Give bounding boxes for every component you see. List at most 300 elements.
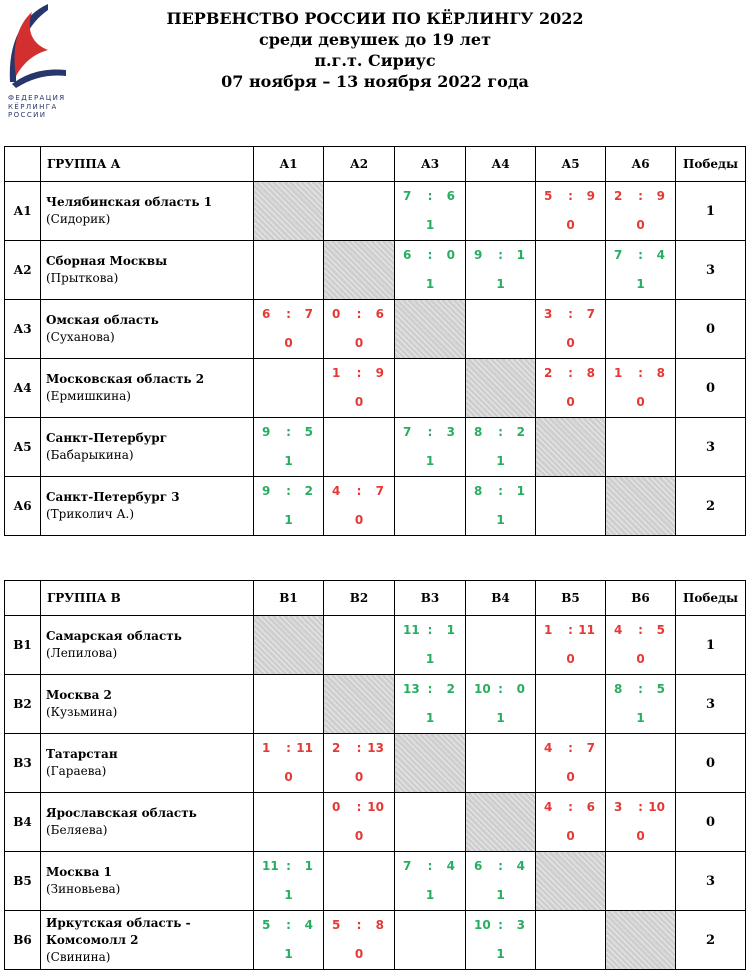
result-point: 1 xyxy=(425,218,435,232)
score-cell xyxy=(536,182,606,241)
score-colon: : xyxy=(286,741,291,755)
team-captain: (Лепилова) xyxy=(46,646,118,660)
score-own: 5 xyxy=(544,189,553,203)
score-cell xyxy=(536,300,606,359)
score-colon: : xyxy=(427,623,433,637)
score-own: 5 xyxy=(262,918,271,932)
score-opponent: 1 xyxy=(516,248,525,262)
empty-cell xyxy=(466,300,536,359)
empty-cell xyxy=(324,418,395,477)
team-captain: (Беляева) xyxy=(46,823,108,837)
empty-cell xyxy=(606,300,676,359)
score-colon: : xyxy=(638,800,643,814)
wins-count: 1 xyxy=(676,182,746,241)
column-header: А1 xyxy=(254,147,324,182)
score-own: 0 xyxy=(332,800,341,814)
team-id: А4 xyxy=(5,359,41,418)
result-point: 0 xyxy=(566,218,575,232)
header-row xyxy=(5,581,746,616)
diagonal-cell xyxy=(324,675,395,734)
team-name: Москва 2 xyxy=(46,688,112,702)
column-header: А2 xyxy=(324,147,395,182)
team-id: В4 xyxy=(5,793,41,852)
result-point: 0 xyxy=(566,770,575,784)
result-point: 0 xyxy=(566,652,575,666)
result-point: 1 xyxy=(284,454,293,468)
score-colon: : xyxy=(498,918,503,932)
empty-cell xyxy=(324,182,395,241)
team-name: Москва 1 xyxy=(46,865,112,879)
empty-cell xyxy=(395,793,466,852)
wins-count: 3 xyxy=(676,241,746,300)
team-row xyxy=(5,675,746,734)
team-cell xyxy=(41,852,254,911)
score-opponent: 6 xyxy=(375,307,384,321)
team-name: Санкт-Петербург xyxy=(46,431,168,445)
score-opponent: 10 xyxy=(367,800,384,814)
team-cell xyxy=(41,182,254,241)
result-point: 1 xyxy=(425,454,435,468)
score-cell xyxy=(324,734,395,793)
score-opponent: 8 xyxy=(586,366,595,380)
score-opponent: 5 xyxy=(304,425,313,439)
diagonal-cell xyxy=(606,477,676,536)
diagonal-cell xyxy=(395,734,466,793)
score-cell xyxy=(466,852,536,911)
score-cell xyxy=(606,182,676,241)
score-colon: : xyxy=(568,189,573,203)
wins-count: 0 xyxy=(676,300,746,359)
score-own: 7 xyxy=(403,189,412,203)
team-cell xyxy=(41,477,254,536)
empty-cell xyxy=(395,359,466,418)
result-point: 0 xyxy=(566,336,575,350)
column-header: А6 xyxy=(606,147,676,182)
score-colon: : xyxy=(638,189,643,203)
score-opponent: 13 xyxy=(367,741,384,755)
score-colon: : xyxy=(638,366,643,380)
team-row xyxy=(5,300,746,359)
score-cell xyxy=(466,675,536,734)
result-point: 1 xyxy=(425,711,435,725)
team-name: Самарская область xyxy=(46,629,182,643)
wins-count: 0 xyxy=(676,793,746,852)
result-point: 0 xyxy=(636,652,645,666)
score-colon: : xyxy=(286,307,291,321)
result-point: 1 xyxy=(496,513,505,527)
score-own: 13 xyxy=(403,682,420,696)
team-row xyxy=(5,182,746,241)
score-own: 1 xyxy=(614,366,623,380)
team-captain: (Кузьмина) xyxy=(46,705,118,719)
score-own: 1 xyxy=(332,366,341,380)
result-point: 1 xyxy=(496,888,505,902)
empty-cell xyxy=(536,911,606,970)
score-own: 4 xyxy=(544,741,553,755)
result-point: 0 xyxy=(566,395,575,409)
score-opponent: 11 xyxy=(296,741,313,755)
score-colon: : xyxy=(286,918,291,932)
empty-cell xyxy=(254,241,324,300)
result-point: 0 xyxy=(354,513,364,527)
team-name: Татарстан xyxy=(46,747,118,761)
empty-cell xyxy=(254,793,324,852)
score-opponent: 10 xyxy=(648,800,665,814)
score-colon: : xyxy=(427,189,433,203)
score-opponent: 1 xyxy=(516,484,525,498)
score-colon: : xyxy=(498,484,503,498)
result-point: 0 xyxy=(354,336,364,350)
wins-count: 0 xyxy=(676,734,746,793)
score-colon: : xyxy=(356,741,362,755)
score-opponent: 7 xyxy=(375,484,384,498)
score-cell xyxy=(254,300,324,359)
team-cell xyxy=(41,300,254,359)
score-opponent: 11 xyxy=(578,623,595,637)
score-cell xyxy=(466,477,536,536)
result-point: 0 xyxy=(636,218,645,232)
team-name: Омская область xyxy=(46,313,159,327)
empty-cell xyxy=(466,182,536,241)
score-cell xyxy=(395,182,466,241)
team-cell xyxy=(41,675,254,734)
logo-text xyxy=(8,94,66,120)
wins-header: Победы xyxy=(676,581,746,616)
score-cell xyxy=(395,418,466,477)
team-cell xyxy=(41,359,254,418)
team-name: Санкт-Петербург 3 xyxy=(46,490,180,504)
team-captain: (Сидорик) xyxy=(46,212,111,226)
score-own: 6 xyxy=(403,248,412,262)
team-cell xyxy=(41,418,254,477)
score-own: 6 xyxy=(262,307,271,321)
result-point: 1 xyxy=(636,277,645,291)
score-colon: : xyxy=(427,425,433,439)
header-row xyxy=(5,147,746,182)
team-name: Ярославская область xyxy=(46,806,197,820)
score-colon: : xyxy=(568,307,573,321)
score-own: 10 xyxy=(474,682,491,696)
team-name: Московская область 2 xyxy=(46,372,205,386)
result-point: 0 xyxy=(354,770,364,784)
score-colon: : xyxy=(356,484,362,498)
header-dates: 07 ноября – 13 ноября 2022 года xyxy=(221,72,529,91)
result-point: 0 xyxy=(354,947,364,961)
score-opponent: 5 xyxy=(656,682,665,696)
score-own: 4 xyxy=(332,484,341,498)
score-opponent: 7 xyxy=(586,307,595,321)
score-cell xyxy=(324,793,395,852)
diagonal-cell xyxy=(466,359,536,418)
score-own: 4 xyxy=(614,623,623,637)
score-colon: : xyxy=(638,623,643,637)
wins-header: Победы xyxy=(676,147,746,182)
empty-cell xyxy=(324,616,395,675)
score-cell xyxy=(254,852,324,911)
corner-cell xyxy=(5,147,41,182)
score-opponent: 6 xyxy=(586,800,595,814)
score-own: 9 xyxy=(262,425,271,439)
wins-count: 0 xyxy=(676,359,746,418)
score-cell xyxy=(536,793,606,852)
score-cell xyxy=(536,616,606,675)
team-id: А1 xyxy=(5,182,41,241)
wins-count: 3 xyxy=(676,418,746,477)
team-id: В6 xyxy=(5,911,41,970)
logo-line-1: ФЕДЕРАЦИЯ xyxy=(8,94,66,102)
score-own: 9 xyxy=(474,248,483,262)
result-point: 1 xyxy=(425,652,435,666)
header-subtitle: среди девушек до 19 лет xyxy=(258,30,492,49)
score-colon: : xyxy=(356,800,362,814)
team-id: А5 xyxy=(5,418,41,477)
team-row xyxy=(5,616,746,675)
score-cell xyxy=(606,241,676,300)
result-point: 0 xyxy=(354,829,364,843)
team-captain: (Бабарыкина) xyxy=(46,448,134,462)
score-opponent: 6 xyxy=(446,189,455,203)
empty-cell xyxy=(536,675,606,734)
team-row xyxy=(5,911,746,970)
score-opponent: 9 xyxy=(375,366,384,380)
score-own: 10 xyxy=(474,918,491,932)
team-id: В2 xyxy=(5,675,41,734)
score-opponent: 4 xyxy=(656,248,665,262)
result-point: 1 xyxy=(425,277,435,291)
group-b-table xyxy=(4,580,746,970)
score-opponent: 8 xyxy=(375,918,384,932)
group-title: ГРУППА А xyxy=(41,147,254,182)
score-cell xyxy=(395,616,466,675)
score-opponent: 2 xyxy=(446,682,455,696)
wins-count: 3 xyxy=(676,675,746,734)
logo-line-3: РОССИИ xyxy=(8,111,47,119)
team-id: В1 xyxy=(5,616,41,675)
score-colon: : xyxy=(356,918,362,932)
score-own: 5 xyxy=(332,918,341,932)
empty-cell xyxy=(395,477,466,536)
score-colon: : xyxy=(568,800,573,814)
team-row xyxy=(5,241,746,300)
score-colon: : xyxy=(638,682,643,696)
team-id: А3 xyxy=(5,300,41,359)
score-cell xyxy=(606,793,676,852)
empty-cell xyxy=(536,477,606,536)
empty-cell xyxy=(466,616,536,675)
header-location: п.г.т. Сириус xyxy=(314,51,436,70)
team-captain: (Свинина) xyxy=(46,949,111,964)
score-colon: : xyxy=(498,248,503,262)
diagonal-cell xyxy=(254,616,324,675)
score-colon: : xyxy=(427,682,433,696)
result-point: 1 xyxy=(496,277,505,291)
column-header: В2 xyxy=(324,581,395,616)
team-name: Иркутская область - Комсомолл 2 xyxy=(46,915,191,947)
team-id: В3 xyxy=(5,734,41,793)
team-captain: (Ермишкина) xyxy=(46,389,131,403)
score-colon: : xyxy=(286,425,291,439)
result-point: 1 xyxy=(284,888,293,902)
score-colon: : xyxy=(427,859,433,873)
score-cell xyxy=(606,616,676,675)
team-cell xyxy=(41,241,254,300)
empty-cell xyxy=(254,359,324,418)
team-cell xyxy=(41,616,254,675)
result-point: 0 xyxy=(566,829,575,843)
score-colon: : xyxy=(356,307,362,321)
score-own: 7 xyxy=(614,248,623,262)
score-own: 2 xyxy=(544,366,553,380)
score-cell xyxy=(324,911,395,970)
empty-cell xyxy=(254,675,324,734)
team-cell xyxy=(41,793,254,852)
score-own: 7 xyxy=(403,859,412,873)
score-opponent: 7 xyxy=(304,307,313,321)
result-point: 1 xyxy=(284,947,293,961)
team-row xyxy=(5,477,746,536)
score-cell xyxy=(466,911,536,970)
score-colon: : xyxy=(427,248,433,262)
score-own: 8 xyxy=(474,425,483,439)
document-header xyxy=(0,8,750,92)
result-point: 1 xyxy=(636,711,645,725)
header-title: ПЕРВЕНСТВО РОССИИ ПО КЁРЛИНГУ 2022 xyxy=(166,9,584,28)
score-cell xyxy=(395,241,466,300)
score-cell xyxy=(536,359,606,418)
team-name: Сборная Москвы xyxy=(46,254,168,268)
score-opponent: 0 xyxy=(516,682,525,696)
score-colon: : xyxy=(286,484,291,498)
column-header: А4 xyxy=(466,147,536,182)
score-own: 3 xyxy=(614,800,623,814)
diagonal-cell xyxy=(466,793,536,852)
score-own: 3 xyxy=(544,307,553,321)
team-id: В5 xyxy=(5,852,41,911)
empty-cell xyxy=(466,734,536,793)
score-opponent: 1 xyxy=(446,623,455,637)
score-colon: : xyxy=(498,425,503,439)
score-own: 4 xyxy=(544,800,553,814)
group-title: ГРУППА В xyxy=(41,581,254,616)
score-opponent: 1 xyxy=(304,859,313,873)
team-id: А2 xyxy=(5,241,41,300)
score-colon: : xyxy=(356,366,362,380)
score-opponent: 2 xyxy=(304,484,313,498)
score-cell xyxy=(324,477,395,536)
team-row xyxy=(5,793,746,852)
wins-count: 1 xyxy=(676,616,746,675)
column-header: В6 xyxy=(606,581,676,616)
result-point: 0 xyxy=(354,395,364,409)
score-colon: : xyxy=(638,248,643,262)
column-header: В3 xyxy=(395,581,466,616)
diagonal-cell xyxy=(324,241,395,300)
result-point: 1 xyxy=(425,888,435,902)
team-captain: (Прыткова) xyxy=(46,271,119,285)
score-opponent: 9 xyxy=(586,189,595,203)
diagonal-cell xyxy=(606,911,676,970)
empty-cell xyxy=(395,911,466,970)
score-opponent: 3 xyxy=(516,918,525,932)
team-name: Челябинская область 1 xyxy=(46,195,213,209)
score-cell xyxy=(395,675,466,734)
group-a-table xyxy=(4,146,746,536)
team-captain: (Гараева) xyxy=(46,764,107,778)
team-captain: (Суханова) xyxy=(46,330,115,344)
team-row xyxy=(5,734,746,793)
score-cell xyxy=(254,734,324,793)
score-colon: : xyxy=(286,859,291,873)
diagonal-cell xyxy=(536,418,606,477)
score-cell xyxy=(324,300,395,359)
column-header: А5 xyxy=(536,147,606,182)
column-header: А3 xyxy=(395,147,466,182)
result-point: 0 xyxy=(636,395,645,409)
wins-count: 2 xyxy=(676,477,746,536)
score-opponent: 4 xyxy=(446,859,455,873)
logo-line-2: КЁРЛИНГА xyxy=(8,102,58,111)
team-captain: (Триколич А.) xyxy=(46,507,135,521)
score-colon: : xyxy=(498,859,503,873)
score-cell xyxy=(606,359,676,418)
result-point: 1 xyxy=(496,947,505,961)
score-own: 1 xyxy=(262,741,271,755)
result-point: 1 xyxy=(496,454,505,468)
score-colon: : xyxy=(568,366,573,380)
score-own: 11 xyxy=(262,859,279,873)
score-opponent: 8 xyxy=(656,366,665,380)
team-cell xyxy=(41,734,254,793)
score-own: 0 xyxy=(332,307,341,321)
team-row xyxy=(5,418,746,477)
empty-cell xyxy=(324,852,395,911)
score-own: 8 xyxy=(474,484,483,498)
diagonal-cell xyxy=(536,852,606,911)
empty-cell xyxy=(606,418,676,477)
empty-cell xyxy=(536,241,606,300)
result-point: 1 xyxy=(284,513,293,527)
result-point: 0 xyxy=(284,336,293,350)
score-opponent: 9 xyxy=(656,189,665,203)
score-own: 8 xyxy=(614,682,623,696)
score-own: 7 xyxy=(403,425,412,439)
score-cell xyxy=(536,734,606,793)
score-cell xyxy=(466,241,536,300)
score-cell xyxy=(254,477,324,536)
result-point: 1 xyxy=(496,711,505,725)
team-captain: (Зиновьева) xyxy=(46,882,121,896)
team-row xyxy=(5,852,746,911)
score-own: 6 xyxy=(474,859,483,873)
wins-count: 2 xyxy=(676,911,746,970)
score-own: 1 xyxy=(544,623,553,637)
score-cell xyxy=(466,418,536,477)
score-opponent: 0 xyxy=(446,248,455,262)
corner-cell xyxy=(5,581,41,616)
column-header: В5 xyxy=(536,581,606,616)
score-cell xyxy=(324,359,395,418)
score-cell xyxy=(254,418,324,477)
score-own: 2 xyxy=(332,741,341,755)
score-own: 9 xyxy=(262,484,271,498)
score-opponent: 7 xyxy=(586,741,595,755)
score-opponent: 4 xyxy=(304,918,313,932)
score-own: 2 xyxy=(614,189,623,203)
score-own: 11 xyxy=(403,623,420,637)
empty-cell xyxy=(606,852,676,911)
team-row xyxy=(5,359,746,418)
team-cell xyxy=(41,911,254,970)
